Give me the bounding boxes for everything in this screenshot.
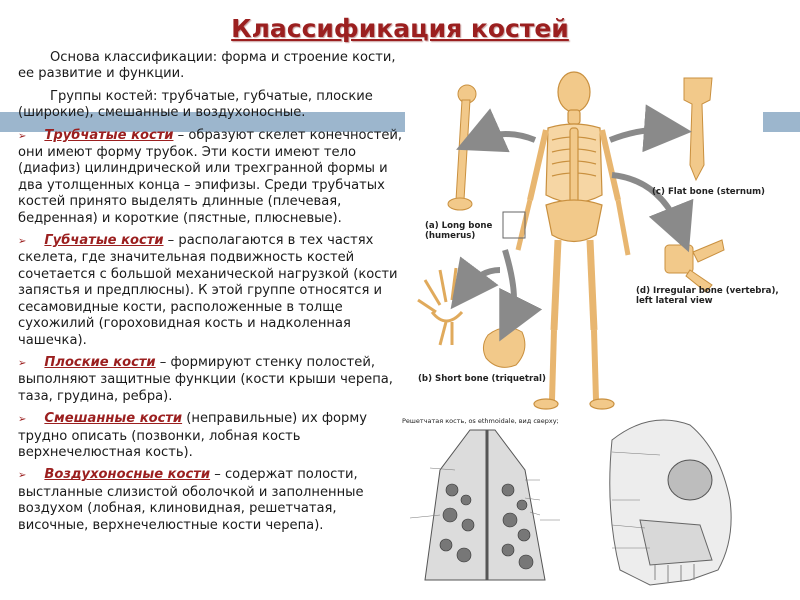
bullet-arrow-icon: ➢	[18, 236, 27, 248]
page-title: Классификация костей	[231, 14, 569, 43]
term-spongy: Губчатые кости	[44, 233, 164, 249]
bullet-text-flat: – формируют стенку полостей, выполняют защитные функции (кости крыши черепа, таза, грудина, ребра).	[18, 354, 393, 404]
vertebra-illustration	[665, 240, 724, 292]
ethmoid-illustration	[400, 412, 595, 592]
term-flat: Плоские кости	[44, 354, 156, 370]
label-flat-bone: (c) Flat bone (sternum)	[652, 187, 765, 197]
term-pneumatic: Воздухоносные кости	[44, 467, 211, 483]
bullet-text-spongy: – располагаются в тех частях скелета, где значительная подвижность костей сочетается с большой механической нагрузкой (кости запястья и предплюсны). К этой группе относятся и сесамовидные кости, расположенные в толще сухожилий (гороховидная кость и надколенная чашечка).	[18, 233, 398, 348]
term-tubular: Трубчатые кости	[44, 127, 174, 143]
intro-paragraph-1: Основа классификации: форма и строение кости, ее развитие и функции.	[18, 50, 396, 82]
humerus-illustration	[448, 85, 476, 210]
label-short-bone: (b) Short bone (triquetral)	[418, 374, 546, 384]
bullet-arrow-icon: ➢	[18, 470, 27, 482]
bullet-arrow-icon: ➢	[18, 357, 27, 369]
skeleton-illustration	[518, 72, 628, 409]
bullet-text-tubular: – образуют скелет конечностей, они имеют форму трубок. Эти кости имеют тело (диафиз) цилиндрической или трехгранной формы и два утолщенных конца – эпифизы. Среди трубчатых костей принято выделять длинные (плечевая, бедренная) и короткие (пястные, плюсневые).	[18, 127, 403, 226]
hand-illustration	[418, 268, 470, 345]
skull-illustration	[610, 420, 731, 585]
bullet-arrow-icon: ➢	[18, 414, 27, 426]
term-mixed: Смешанные кости	[44, 411, 183, 427]
triquetral-illustration	[483, 328, 524, 368]
label-irregular-bone: (d) Irregular bone (vertebra), left lateral view	[636, 286, 779, 306]
intro-paragraph-2: Группы костей: трубчатые, губчатые, плоские (широкие), смешанные и воздухоносные.	[18, 88, 373, 121]
bullet-text-mixed: (неправильные) их форму трудно описать (позвонки, лобная кость верхнечелюстная кость).	[18, 411, 367, 460]
sternum-illustration	[684, 78, 712, 180]
bullet-text-pneumatic: – содержат полости, выстланные слизистой оболочкой и заполненные воздухом (лобная, клиновидная, решетчатая, височные, верхнечелюстные кости черепа).	[18, 467, 364, 533]
label-ethmoid-caption: Решетчатая кость, os ethmoidale, вид сверху;	[402, 417, 559, 425]
bullet-arrow-icon: ➢	[18, 130, 27, 142]
label-long-bone: (a) Long bone (humerus)	[425, 221, 493, 241]
